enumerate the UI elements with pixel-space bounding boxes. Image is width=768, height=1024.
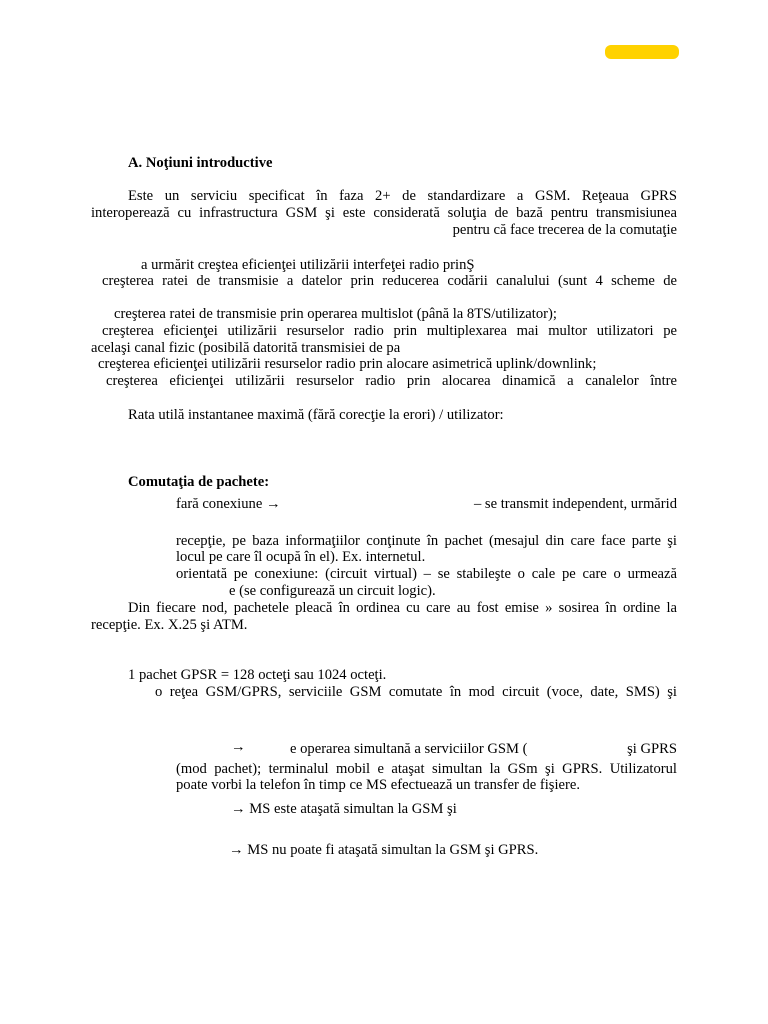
- packet-size: 1 pachet GPSR = 128 octeţi sau 1024 octeţi.: [128, 667, 387, 683]
- class-c-text: → MS nu poate fi ataşată simultan la GSM şi GPRS.: [229, 842, 539, 858]
- class-b-text: → MS este ataşată simultan la GSM şi: [231, 801, 457, 817]
- aim-text: a urmărit creştea eficienţei utilizării interfeţei radio prinŞ: [141, 257, 475, 273]
- intro-line-3: pentru că face trecerea de la comutaţie: [452, 222, 677, 238]
- class-a-line-1b: şi GPRS: [627, 741, 677, 757]
- connectionless-text: – se transmit independent, urmărid: [473, 496, 677, 512]
- bullet-asymmetric: creşterea eficienţei utilizării resurselor radio prin alocare asimetrică uplink/downlink;: [98, 356, 597, 372]
- bullet-rate-coding: creşterea ratei de transmisie a datelor prin reducerea codării canalului (sunt 4 scheme de: [102, 273, 677, 289]
- connectionless-line-2: recepţie, pe baza informaţiilor conţinute în pachet (mesajul din care face parte şi: [176, 533, 677, 549]
- node-order-line-1: Din fiecare nod, pachetele pleacă în ordinea cu care au fost emise » sosirea în ordine la: [128, 600, 677, 616]
- section-a-title: A. Noţiuni introductive: [128, 155, 273, 171]
- connection-oriented-line-2: e (se configurează un circuit logic).: [229, 583, 436, 599]
- bullet-multiplexing-line-2: acelaşi canal fizic (posibilă datorită transmisiei de pa: [91, 340, 401, 356]
- class-a-line-1a: e operarea simultană a serviciilor GSM (: [290, 741, 528, 757]
- bullet-dynamic: creşterea eficienţei utilizării resurselor radio prin alocarea dinamică a canalelor între: [106, 373, 677, 389]
- node-order-line-2: recepţie. Ex. X.25 şi ATM.: [91, 617, 248, 633]
- connectionless-line-3: locul pe care îl ocupă în el). Ex. internetul.: [176, 549, 426, 565]
- connectionless-label: fară conexiune →: [176, 496, 281, 512]
- intro-line-1: Este un serviciu specificat în faza 2+ de standardizare a GSM. Reţeaua GPRS: [128, 188, 677, 204]
- highlight-marker: [605, 45, 679, 59]
- connection-oriented-line-1: orientată pe conexiune: (circuit virtual) – se stabileşte o cale pe care o urmează: [176, 566, 677, 582]
- bullet-multislot: creşterea ratei de transmisie prin operarea multislot (până la 8TS/utilizator);: [114, 306, 557, 322]
- rate-text: Rata utilă instantanee maximă (fără corecţie la erori) / utilizator:: [128, 407, 504, 423]
- packet-switching-title: Comutaţia de pachete:: [128, 474, 270, 490]
- class-a-line-3: poate vorbi la telefon în timp ce MS efectuează un transfer de fişiere.: [176, 777, 580, 793]
- arrow-icon: →: [231, 739, 246, 755]
- intro-line-2: interoperează cu infrastructura GSM şi este considerată soluţia de bază pentru transmisiunea: [91, 205, 677, 221]
- network-services: o reţea GSM/GPRS, serviciile GSM comutate în mod circuit (voce, date, SMS) şi: [155, 684, 677, 700]
- class-a-line-2: (mod pachet); terminalul mobil e ataşat simultan la GSm şi GPRS. Utilizatorul: [176, 761, 677, 777]
- bullet-multiplexing-line-1: creşterea eficienţei utilizării resurselor radio prin multiplexarea mai multor utilizatori pe: [102, 323, 677, 339]
